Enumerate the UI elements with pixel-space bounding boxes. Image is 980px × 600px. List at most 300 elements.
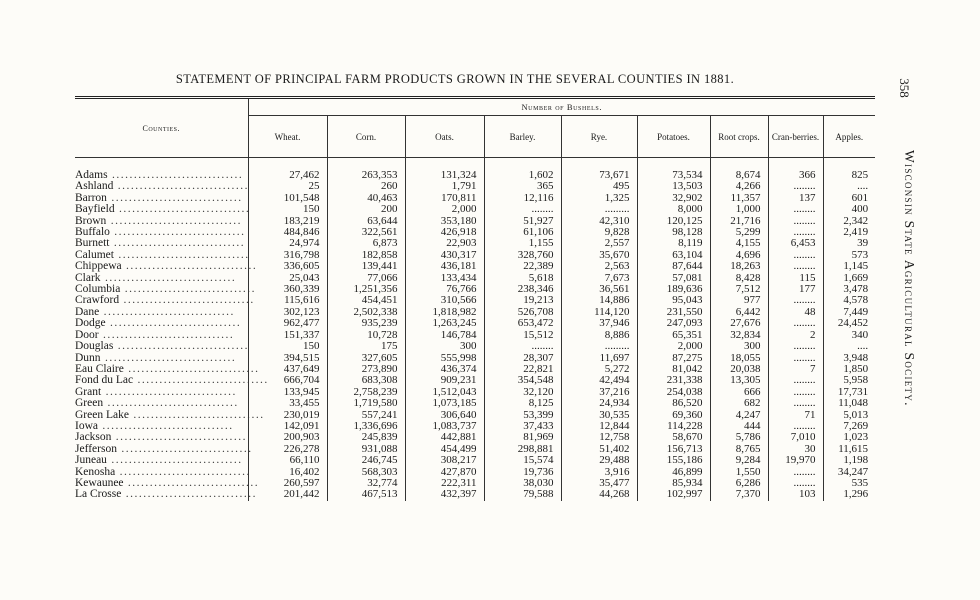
cranberries-cell: ........ <box>768 478 823 489</box>
cranberries-cell: ........ <box>768 341 823 352</box>
apples-cell: 7,269 <box>843 419 869 432</box>
dot-leader: .............................. <box>106 214 242 227</box>
potatoes-cell: 81,042 <box>637 364 710 375</box>
barley-cell: 8,125 <box>484 398 561 409</box>
dot-leader: .............................. <box>111 431 248 444</box>
potatoes-cell: 58,670 <box>637 432 710 443</box>
dot-leader: .............................. <box>100 351 237 364</box>
apples-cell: 5,958 <box>843 374 869 387</box>
barley-cell: 19,736 <box>484 467 561 478</box>
county-name: Green Lake <box>75 408 129 421</box>
wheat-cell: 316,798 <box>248 250 327 261</box>
oats-cell: 300 <box>405 341 484 352</box>
county-name: Barron <box>75 191 107 204</box>
dot-leader: .............................. <box>114 203 251 216</box>
barley-cell: 53,399 <box>484 410 561 421</box>
running-head: Wisconsin State Agricultural Society. <box>902 150 917 407</box>
county-name-cell <box>75 158 248 182</box>
column-header-cranberries: Cran-berries. <box>768 116 823 158</box>
barley-cell: 15,574 <box>484 455 561 466</box>
root-crops-cell: 6,442 <box>710 307 768 318</box>
oats-cell: 1,083,737 <box>405 421 484 432</box>
potatoes-cell: 85,934 <box>637 478 710 489</box>
root-crops-cell: 20,038 <box>710 364 768 375</box>
cranberries-cell: ........ <box>768 467 823 478</box>
farm-products-table-wrap <box>75 96 875 501</box>
column-header-potatoes: Potatoes. <box>637 116 710 158</box>
barley-cell: 354,548 <box>484 375 561 386</box>
oats-cell: 555,998 <box>405 353 484 364</box>
apples-cell: 573 <box>851 248 869 261</box>
apples-cell: 3,948 <box>843 351 869 364</box>
corn-cell: 683,308 <box>327 375 405 386</box>
cranberries-cell: 6,453 <box>768 238 823 249</box>
apples-cell: 34,247 <box>837 465 869 478</box>
oats-cell: 2,000 <box>405 204 484 215</box>
potatoes-cell: 189,636 <box>637 284 710 295</box>
county-name: Brown <box>75 214 107 227</box>
rye-cell: 35,670 <box>561 250 637 261</box>
rye-cell: 42,494 <box>561 375 637 386</box>
cranberries-cell: 137 <box>768 193 823 204</box>
dot-leader: .............................. <box>119 294 255 307</box>
oats-cell: 306,640 <box>405 410 484 421</box>
dot-leader: .............................. <box>120 283 256 296</box>
potatoes-cell: 8,000 <box>637 204 710 215</box>
root-crops-cell: 32,834 <box>710 330 768 341</box>
county-name: Eau Claire <box>75 362 124 375</box>
column-header-root-crops: Root crops. <box>710 116 768 158</box>
root-crops-cell: 1,000 <box>710 204 768 215</box>
corn-cell: 263,353 <box>327 158 405 182</box>
rye-cell: 5,272 <box>561 364 637 375</box>
cranberries-cell: ........ <box>768 375 823 386</box>
root-crops-cell: 9,284 <box>710 455 768 466</box>
apples-cell: 825 <box>851 169 869 181</box>
wheat-cell: 133,945 <box>248 387 327 398</box>
oats-cell: 133,434 <box>405 273 484 284</box>
cranberries-cell: 2 <box>768 330 823 341</box>
root-crops-cell: 5,786 <box>710 432 768 443</box>
root-crops-cell: 27,676 <box>710 318 768 329</box>
corn-cell: 568,303 <box>327 467 405 478</box>
county-name: Grant <box>75 385 102 398</box>
potatoes-cell: 46,899 <box>637 467 710 478</box>
cranberries-cell: 177 <box>768 284 823 295</box>
potatoes-cell: 120,125 <box>637 216 710 227</box>
rye-cell: 30,535 <box>561 410 637 421</box>
rye-cell: 1,325 <box>561 193 637 204</box>
corn-cell: 322,561 <box>327 227 405 238</box>
dot-leader: .............................. <box>107 169 244 181</box>
cranberries-cell: ........ <box>768 398 823 409</box>
root-crops-cell: 21,716 <box>710 216 768 227</box>
cranberries-cell: ........ <box>768 204 823 215</box>
corn-cell: 1,251,356 <box>327 284 405 295</box>
cranberries-cell: 7,010 <box>768 432 823 443</box>
corn-cell: 175 <box>327 341 405 352</box>
barley-cell: 1,602 <box>484 158 561 182</box>
cranberries-cell: ........ <box>768 261 823 272</box>
dot-leader: .............................. <box>103 397 239 410</box>
oats-cell: 1,073,185 <box>405 398 484 409</box>
wheat-cell: 962,477 <box>248 318 327 329</box>
root-crops-cell: 8,765 <box>710 444 768 455</box>
rye-cell: 12,758 <box>561 432 637 443</box>
cranberries-cell: 7 <box>768 364 823 375</box>
apples-cell: 2,419 <box>843 226 869 239</box>
rye-cell: 73,671 <box>561 158 637 182</box>
county-name: Fond du Lac <box>75 374 134 387</box>
corn-cell: 182,858 <box>327 250 405 261</box>
cranberries-cell: ........ <box>768 250 823 261</box>
corn-cell: 77,066 <box>327 273 405 284</box>
wheat-cell: 115,616 <box>248 295 327 306</box>
potatoes-cell: 247,093 <box>637 318 710 329</box>
apples-cell: 5,013 <box>843 408 869 421</box>
column-header-apples: Apples. <box>823 116 875 158</box>
root-crops-cell: 977 <box>710 295 768 306</box>
county-name: Chippewa <box>75 260 122 273</box>
rye-cell: 7,673 <box>561 273 637 284</box>
root-crops-cell: 18,263 <box>710 261 768 272</box>
county-name: Dunn <box>75 351 101 364</box>
county-name: Calumet <box>75 248 114 261</box>
column-header-oats: Oats. <box>405 116 484 158</box>
wheat-cell: 201,442 <box>248 489 327 500</box>
dot-leader: .............................. <box>113 180 249 193</box>
rye-cell: 44,268 <box>561 489 637 500</box>
corn-cell: 200 <box>327 204 405 215</box>
potatoes-cell: 156,713 <box>637 444 710 455</box>
wheat-cell: 27,462 <box>248 158 327 182</box>
dot-leader: .............................. <box>113 340 249 353</box>
cranberries-cell: ........ <box>768 421 823 432</box>
wheat-cell: 16,402 <box>248 467 327 478</box>
dot-leader: .............................. <box>116 442 253 455</box>
dot-leader: .............................. <box>123 476 260 489</box>
cranberries-cell: 115 <box>768 273 823 284</box>
rye-cell: 9,828 <box>561 227 637 238</box>
potatoes-cell: 231,550 <box>637 307 710 318</box>
wheat-cell: 666,704 <box>248 375 327 386</box>
barley-cell: 653,472 <box>484 318 561 329</box>
dot-leader: .............................. <box>121 260 258 273</box>
rye-cell: ......... <box>561 204 637 215</box>
rye-cell: 37,216 <box>561 387 637 398</box>
column-header-rye: Rye. <box>561 116 637 158</box>
table-row <box>75 158 875 182</box>
potatoes-cell: 57,081 <box>637 273 710 284</box>
barley-cell: 238,346 <box>484 284 561 295</box>
county-name: Iowa <box>75 419 98 432</box>
root-crops-cell: 4,696 <box>710 250 768 261</box>
root-crops-cell: 8,674 <box>710 158 768 182</box>
root-crops-cell: 5,299 <box>710 227 768 238</box>
county-name: Dodge <box>75 317 106 330</box>
apples-cell: 1,669 <box>843 271 869 284</box>
root-crops-cell: 11,357 <box>710 193 768 204</box>
rye-cell: 24,934 <box>561 398 637 409</box>
barley-cell: 22,821 <box>484 364 561 375</box>
rye-cell: 2,563 <box>561 261 637 272</box>
oats-cell: 308,217 <box>405 455 484 466</box>
county-name: Ashland <box>75 180 114 193</box>
dot-leader: .............................. <box>121 488 257 501</box>
cranberries-cell: ........ <box>768 227 823 238</box>
barley-cell: 19,213 <box>484 295 561 306</box>
barley-cell: 298,881 <box>484 444 561 455</box>
root-crops-cell: 18,055 <box>710 353 768 364</box>
county-name: Douglas <box>75 340 114 353</box>
barley-cell: 79,588 <box>484 489 561 500</box>
wheat-cell: 336,605 <box>248 261 327 272</box>
corn-cell: 10,728 <box>327 330 405 341</box>
apples-cell: 1,850 <box>843 362 869 375</box>
potatoes-cell: 73,534 <box>637 158 710 182</box>
rye-cell: 37,946 <box>561 318 637 329</box>
root-crops-cell: 8,428 <box>710 273 768 284</box>
wheat-cell: 24,974 <box>248 238 327 249</box>
wheat-cell: 183,219 <box>248 216 327 227</box>
corn-cell: 32,774 <box>327 478 405 489</box>
potatoes-cell: 86,520 <box>637 398 710 409</box>
dot-leader: .............................. <box>113 248 250 261</box>
corn-cell: 327,605 <box>327 353 405 364</box>
dot-leader: .............................. <box>106 454 243 467</box>
oats-cell: 454,499 <box>405 444 484 455</box>
potatoes-cell: 87,644 <box>637 261 710 272</box>
counties-header: Counties. <box>75 98 248 158</box>
root-crops-cell: 7,370 <box>710 489 768 500</box>
potatoes-cell: 2,000 <box>637 341 710 352</box>
wheat-cell: 437,649 <box>248 364 327 375</box>
cranberries-cell: 30 <box>768 444 823 455</box>
oats-cell: 426,918 <box>405 227 484 238</box>
oats-cell: 436,181 <box>405 261 484 272</box>
county-name: Burnett <box>75 237 110 250</box>
apples-cell: 340 <box>851 328 869 341</box>
county-name: La Crosse <box>75 488 122 501</box>
corn-cell: 245,839 <box>327 432 405 443</box>
potatoes-cell: 231,338 <box>637 375 710 386</box>
barley-cell: 51,927 <box>484 216 561 227</box>
cranberries-cell: 103 <box>768 489 823 500</box>
potatoes-cell: 32,902 <box>637 193 710 204</box>
dot-leader: .............................. <box>115 465 251 478</box>
oats-cell: 76,766 <box>405 284 484 295</box>
barley-cell: 61,106 <box>484 227 561 238</box>
oats-cell: 131,324 <box>405 158 484 182</box>
barley-cell: 81,969 <box>484 432 561 443</box>
rye-cell: 12,844 <box>561 421 637 432</box>
county-name: Columbia <box>75 283 121 296</box>
oats-cell: 442,881 <box>405 432 484 443</box>
potatoes-cell: 155,186 <box>637 455 710 466</box>
apples-cell: 3,478 <box>843 283 869 296</box>
wheat-cell: 260,597 <box>248 478 327 489</box>
oats-cell: 427,870 <box>405 467 484 478</box>
rye-cell: 114,120 <box>561 307 637 318</box>
apples-cell: 7,449 <box>843 305 869 318</box>
county-name: Door <box>75 328 99 341</box>
corn-cell: 467,513 <box>327 489 405 500</box>
oats-cell: 432,397 <box>405 489 484 500</box>
rye-cell: 8,886 <box>561 330 637 341</box>
county-name: Clark <box>75 271 101 284</box>
oats-cell: 170,811 <box>405 193 484 204</box>
dot-leader: .............................. <box>105 317 242 330</box>
potatoes-cell: 69,360 <box>637 410 710 421</box>
apples-cell: 17,731 <box>837 385 869 398</box>
apples-cell: 1,145 <box>843 260 869 273</box>
rye-cell: ......... <box>561 341 637 352</box>
barley-cell: 37,433 <box>484 421 561 432</box>
corn-cell: 260 <box>327 181 405 192</box>
corn-cell: 1,336,696 <box>327 421 405 432</box>
apples-cell: 1,296 <box>843 488 869 501</box>
apples-cell: .... <box>857 340 869 353</box>
root-crops-cell: 4,247 <box>710 410 768 421</box>
dot-leader: .............................. <box>128 408 265 421</box>
apples-cell: 11,048 <box>838 397 869 410</box>
cranberries-cell: 71 <box>768 410 823 421</box>
root-crops-cell: 7,512 <box>710 284 768 295</box>
dot-leader: .............................. <box>109 237 246 250</box>
dot-leader: .............................. <box>106 191 243 204</box>
county-name: Bayfield <box>75 203 115 216</box>
potatoes-cell: 65,351 <box>637 330 710 341</box>
corn-cell: 935,239 <box>327 318 405 329</box>
dot-leader: .............................. <box>123 362 260 375</box>
county-name: Juneau <box>75 454 107 467</box>
wheat-cell: 151,337 <box>248 330 327 341</box>
wheat-cell: 142,091 <box>248 421 327 432</box>
cranberries-cell: 366 <box>768 158 823 182</box>
column-header-wheat: Wheat. <box>248 116 327 158</box>
dot-leader: .............................. <box>109 226 246 239</box>
rye-cell: 51,402 <box>561 444 637 455</box>
barley-cell: 15,512 <box>484 330 561 341</box>
root-crops-cell: 4,155 <box>710 238 768 249</box>
cranberries-cell: ........ <box>768 216 823 227</box>
barley-cell: 22,389 <box>484 261 561 272</box>
oats-cell: 909,231 <box>405 375 484 386</box>
wheat-cell: 150 <box>248 341 327 352</box>
dot-leader: .............................. <box>101 385 237 398</box>
column-header-barley: Barley. <box>484 116 561 158</box>
county-name: Jackson <box>75 431 112 444</box>
county-name: Green <box>75 397 104 410</box>
potatoes-cell: 102,997 <box>637 489 710 500</box>
dot-leader: .............................. <box>99 305 235 318</box>
apples-cell: 1,198 <box>843 454 869 467</box>
root-crops-cell: 682 <box>710 398 768 409</box>
bushels-group-header: Number of Bushels. <box>248 98 875 116</box>
wheat-cell: 101,548 <box>248 193 327 204</box>
potatoes-cell: 98,128 <box>637 227 710 238</box>
potatoes-cell: 13,503 <box>637 181 710 192</box>
wheat-cell: 25,043 <box>248 273 327 284</box>
county-name: Kewaunee <box>75 476 124 489</box>
corn-cell: 2,502,338 <box>327 307 405 318</box>
root-crops-cell: 300 <box>710 341 768 352</box>
barley-cell: ........ <box>484 204 561 215</box>
wheat-cell: 33,455 <box>248 398 327 409</box>
corn-cell: 139,441 <box>327 261 405 272</box>
oats-cell: 310,566 <box>405 295 484 306</box>
page-title: STATEMENT OF PRINCIPAL FARM PRODUCTS GROWN IN THE SEVERAL COUNTIES IN 1881. <box>175 72 735 86</box>
oats-cell: 1,791 <box>405 181 484 192</box>
root-crops-cell: 4,266 <box>710 181 768 192</box>
rye-cell: 495 <box>561 181 637 192</box>
corn-cell: 63,644 <box>327 216 405 227</box>
corn-cell: 40,463 <box>327 193 405 204</box>
root-crops-cell: 13,305 <box>710 375 768 386</box>
county-name-cell <box>75 488 257 501</box>
barley-cell: 38,030 <box>484 478 561 489</box>
rye-cell: 42,310 <box>561 216 637 227</box>
potatoes-cell: 87,275 <box>637 353 710 364</box>
rye-cell: 35,477 <box>561 478 637 489</box>
barley-cell: 328,760 <box>484 250 561 261</box>
county-name: Dane <box>75 305 100 318</box>
dot-leader: .............................. <box>98 419 234 432</box>
oats-cell: 1,512,043 <box>405 387 484 398</box>
oats-cell: 436,374 <box>405 364 484 375</box>
rye-cell: 11,697 <box>561 353 637 364</box>
wheat-cell: 484,846 <box>248 227 327 238</box>
rye-cell: 14,886 <box>561 295 637 306</box>
oats-cell: 1,263,245 <box>405 318 484 329</box>
corn-cell: 454,451 <box>327 295 405 306</box>
wheat-cell: 360,339 <box>248 284 327 295</box>
potatoes-cell: 63,104 <box>637 250 710 261</box>
apples-cell: 1,023 <box>843 431 869 444</box>
corn-cell: 273,890 <box>327 364 405 375</box>
barley-cell: 1,155 <box>484 238 561 249</box>
corn-cell: 1,719,580 <box>327 398 405 409</box>
oats-cell: 1,818,982 <box>405 307 484 318</box>
rye-cell: 2,557 <box>561 238 637 249</box>
dot-leader: .............................. <box>133 374 269 387</box>
root-crops-cell: 1,550 <box>710 467 768 478</box>
page-number: 358 <box>897 78 912 98</box>
apples-cell: 24,452 <box>837 317 869 330</box>
oats-cell: 430,317 <box>405 250 484 261</box>
corn-cell: 6,873 <box>327 238 405 249</box>
county-name: Kenosha <box>75 465 116 478</box>
apples-cell: 601 <box>851 191 869 204</box>
cranberries-cell: ........ <box>768 295 823 306</box>
cranberries-cell: ........ <box>768 387 823 398</box>
wheat-cell: 25 <box>248 181 327 192</box>
rye-cell: 3,916 <box>561 467 637 478</box>
table-body <box>75 158 875 501</box>
apples-cell: 39 <box>857 237 869 250</box>
root-crops-cell: 444 <box>710 421 768 432</box>
cranberries-cell: ........ <box>768 353 823 364</box>
oats-cell: 146,784 <box>405 330 484 341</box>
potatoes-cell: 8,119 <box>637 238 710 249</box>
dot-leader: .............................. <box>100 271 237 284</box>
root-crops-cell: 666 <box>710 387 768 398</box>
corn-cell: 557,241 <box>327 410 405 421</box>
farm-products-table <box>75 96 875 501</box>
wheat-cell: 394,515 <box>248 353 327 364</box>
wheat-cell: 226,278 <box>248 444 327 455</box>
root-crops-cell: 6,286 <box>710 478 768 489</box>
